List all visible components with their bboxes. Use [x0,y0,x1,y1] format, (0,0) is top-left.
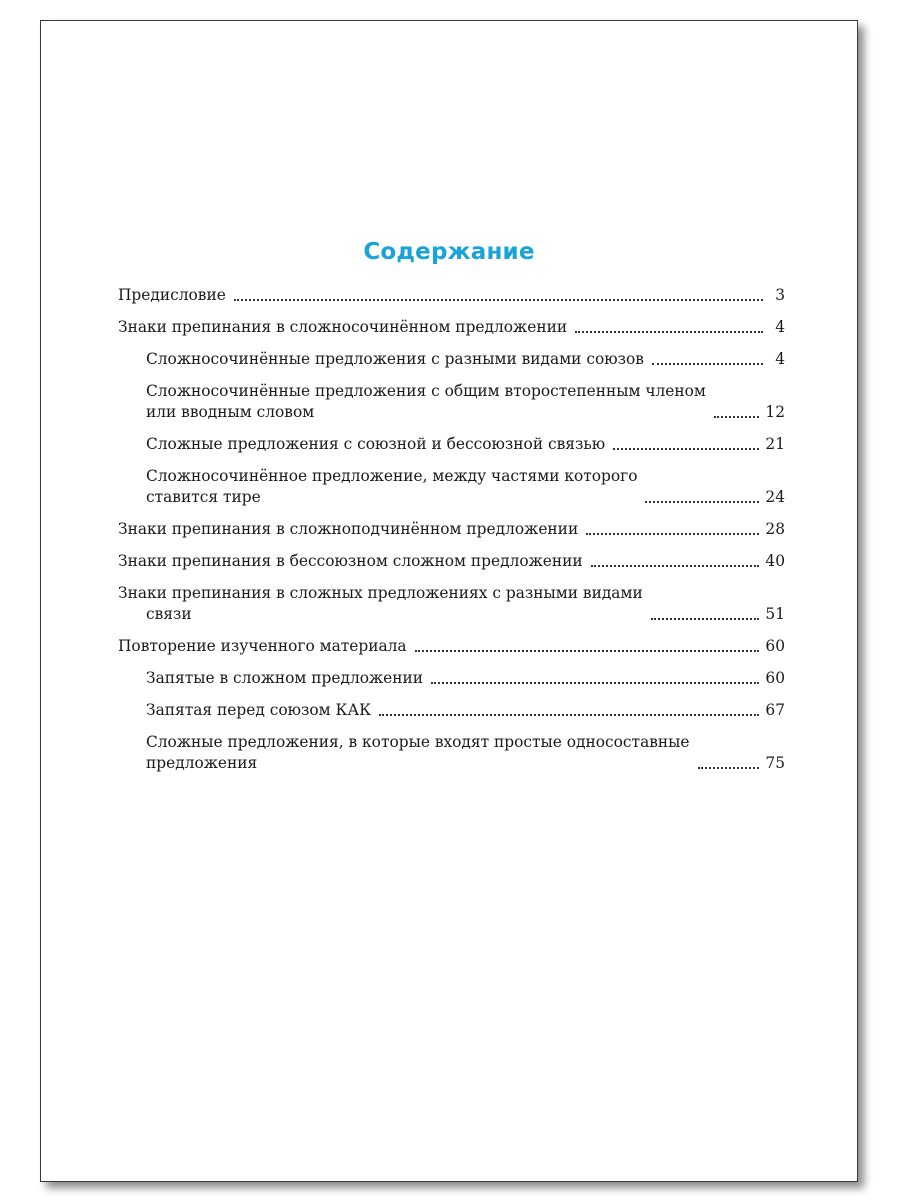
toc-page-number: 28 [765,520,785,538]
toc-entry-line: предложения [146,754,258,772]
toc-entry[interactable] [118,700,785,721]
dot-leader [379,714,759,716]
toc-entry-title: Запятые в сложном предложении [146,669,424,687]
toc-entry-title: Запятая перед союзом КАК [146,701,372,719]
toc-entry[interactable] [118,349,785,370]
toc-page-number: 4 [775,318,785,336]
toc-page-number: 3 [775,286,785,304]
toc-page-number: 51 [765,605,785,623]
toc-entry-line: Знаки препинания в сложных предложениях с разными видами [118,584,643,602]
toc-page-number: 60 [765,669,785,687]
dot-leader [698,767,760,769]
toc-entry-title: Повторение изученного материала [118,637,407,655]
toc-entry-line: Сложносочинённое предложение, между частями которого [146,467,638,485]
toc-entry-line: ставится тире [146,488,261,506]
dot-leader [431,682,759,684]
dot-leader [586,533,759,535]
dot-leader [575,331,763,333]
dot-leader [651,618,760,620]
toc-entry[interactable] [118,551,785,572]
toc-page-number: 12 [765,403,785,421]
toc-entry-line: или вводным словом [146,403,315,421]
table-of-contents [118,285,785,785]
toc-entry-line: Сложносочинённые предложения с общим второстепенным членом [146,382,706,400]
dot-leader [415,650,760,652]
toc-entry[interactable] [118,668,785,689]
toc-entry[interactable] [118,636,785,657]
toc-entry-title: Сложные предложения с союзной и бессоюзной связью [146,435,606,453]
dot-leader [652,363,763,365]
toc-entry[interactable] [118,434,785,455]
toc-entry-title [146,381,706,423]
toc-entry-line: связи [146,605,192,623]
toc-entry[interactable] [118,285,785,306]
dot-leader [613,448,759,450]
dot-leader [234,299,763,301]
dot-leader [591,565,760,567]
toc-entry-title [118,583,643,625]
toc-entry[interactable] [118,466,785,508]
toc-entry[interactable] [118,583,785,625]
toc-entry[interactable] [118,732,785,774]
toc-entry-title: Знаки препинания в бессоюзном сложном предложении [118,552,583,570]
toc-entry[interactable] [118,381,785,423]
toc-page-number: 67 [765,701,785,719]
toc-entry-line: Сложные предложения, в которые входят простые односоставные [146,733,690,751]
toc-entry-title [146,466,637,508]
page-title: Содержание [363,239,535,265]
toc-entry-title: Сложносочинённые предложения с разными видами союзов [146,350,644,368]
dot-leader [714,416,760,418]
toc-page-number: 21 [765,435,785,453]
toc-entry-title: Знаки препинания в сложноподчинённом предложении [118,520,579,538]
toc-page-number: 24 [765,488,785,506]
toc-page-number: 40 [765,552,785,570]
toc-page-number: 4 [775,350,785,368]
toc-entry-title: Знаки препинания в сложносочинённом предложении [118,318,568,336]
toc-page-number: 75 [765,754,785,772]
toc-entry[interactable] [118,519,785,540]
toc-entry-title: Предисловие [118,286,226,304]
toc-page-number: 60 [765,637,785,655]
dot-leader [645,501,759,503]
toc-entry-title [146,732,690,774]
document-page [40,20,858,1182]
toc-entry[interactable] [118,317,785,338]
